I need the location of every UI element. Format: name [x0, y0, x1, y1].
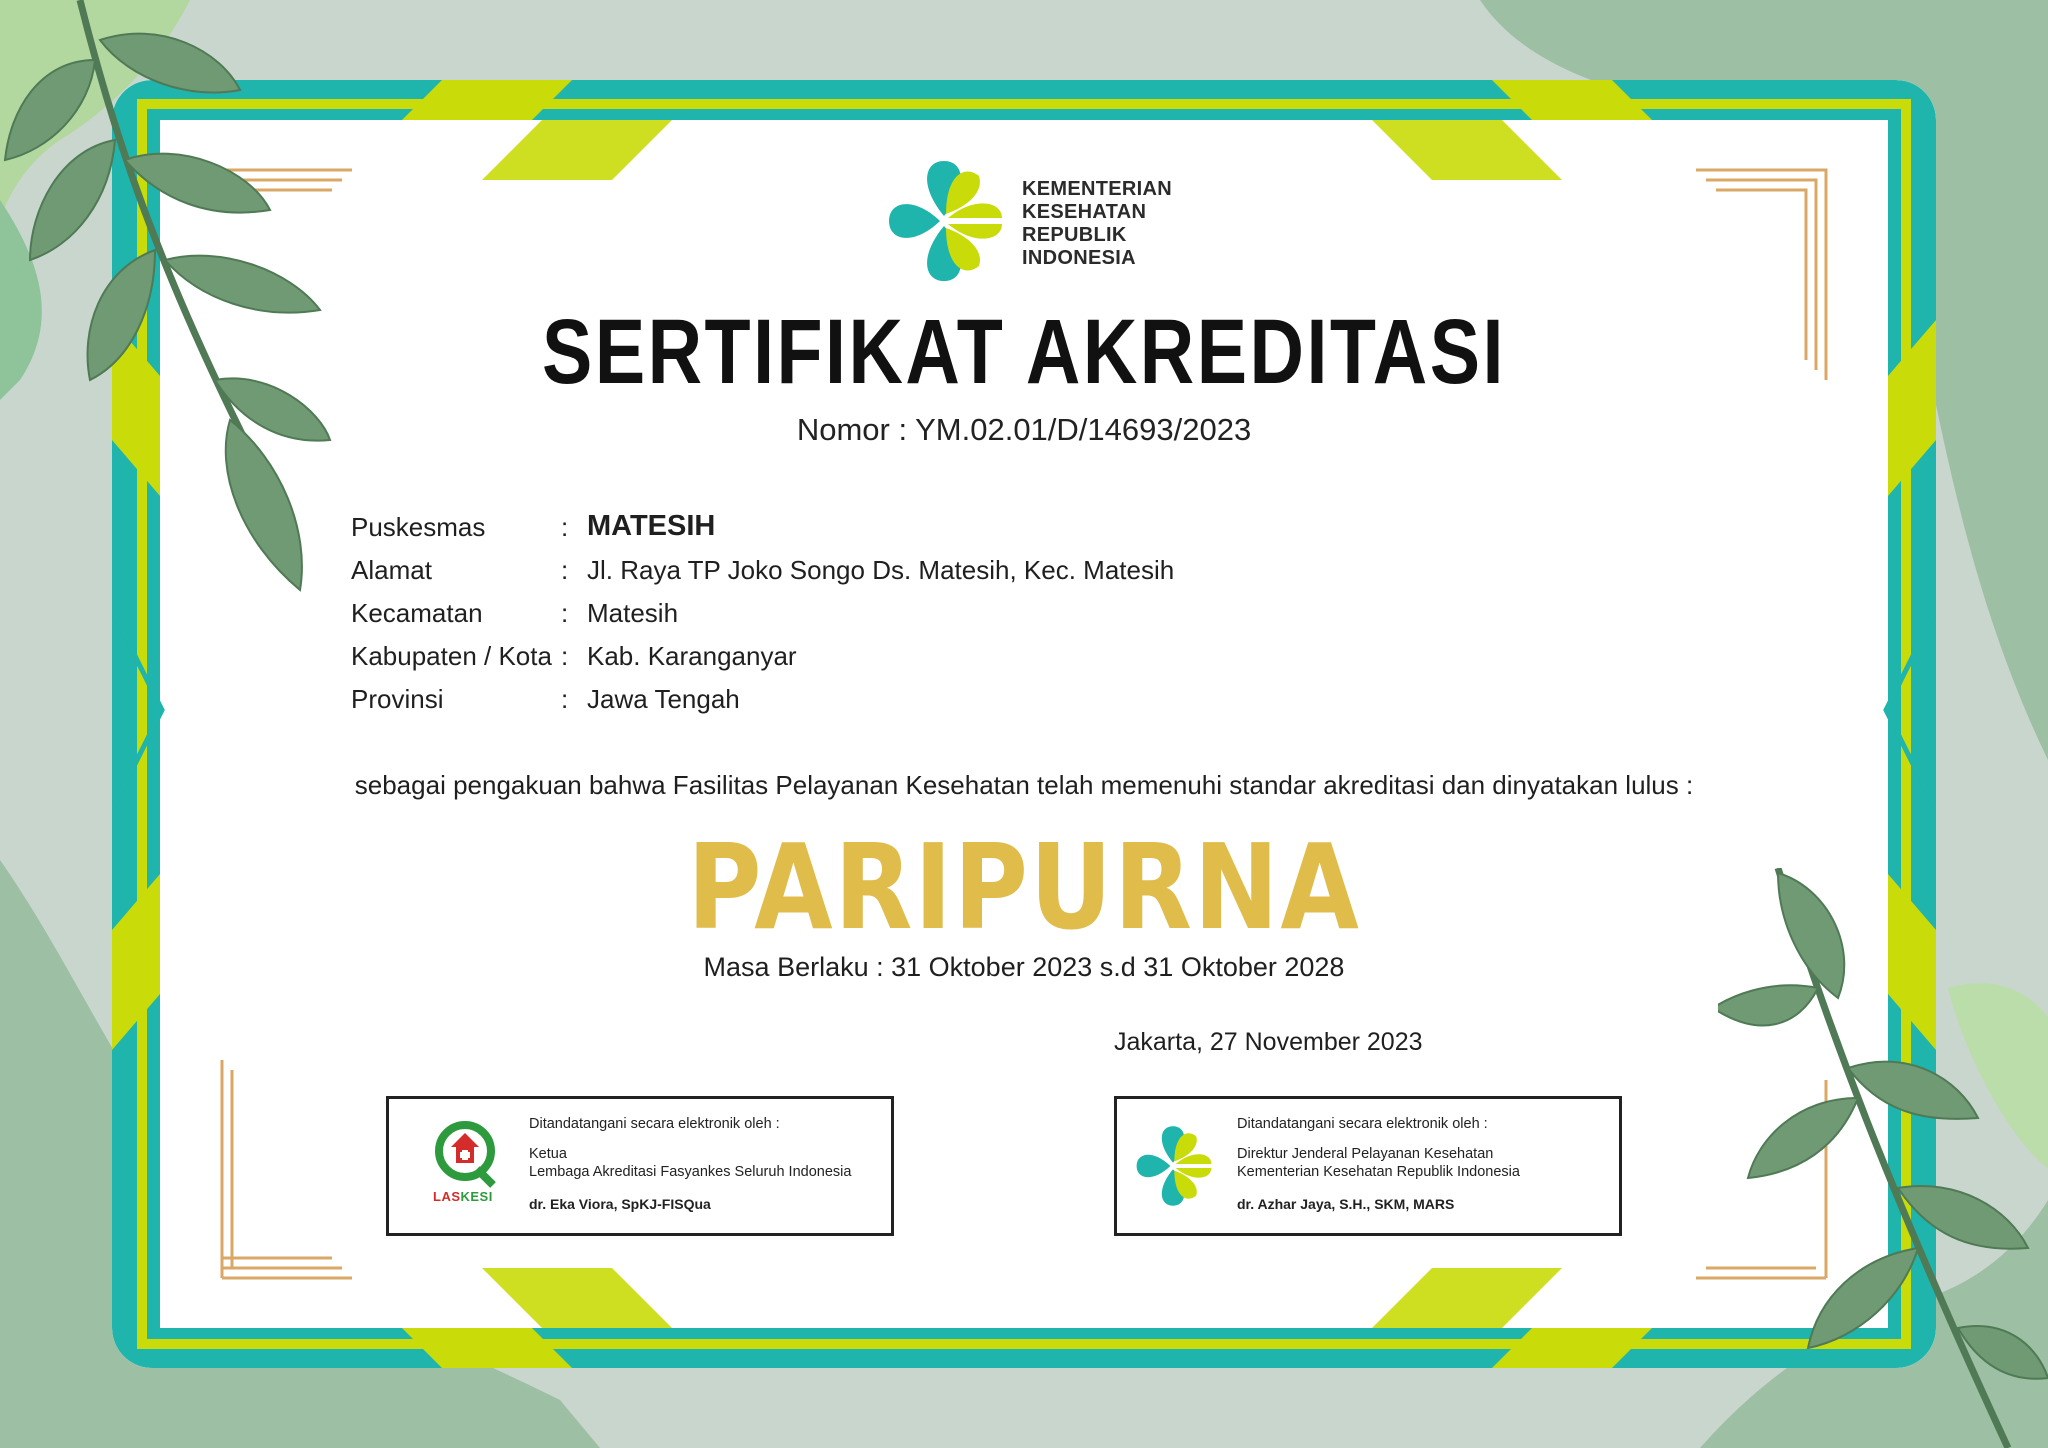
info-colon: :	[561, 641, 569, 671]
signature-text	[1237, 1115, 1520, 1213]
place-date: Jakarta, 27 November 2023	[1114, 1028, 1423, 1056]
leaf-branch-top-left	[0, 0, 340, 600]
info-colon: :	[561, 684, 569, 714]
accreditation-result: PARIPURNA	[687, 818, 1361, 956]
kemenkes-flower-icon	[1133, 1123, 1213, 1209]
laskesi-logo-text	[433, 1189, 493, 1204]
signature-role: Direktur Jenderal Pelayanan Kesehatan	[1237, 1146, 1494, 1162]
ministry-name	[1022, 178, 1222, 270]
signature-role: Lembaga Akreditasi Fasyankes Seluruh Indonesia	[529, 1164, 852, 1180]
signature-role: Kementerian Kesehatan Republik Indonesia	[1237, 1164, 1520, 1180]
info-value: Kab. Karanganyar	[587, 641, 797, 671]
info-value: Matesih	[587, 598, 679, 628]
info-colon: :	[561, 598, 569, 628]
laskesi-kesi: KESI	[460, 1189, 493, 1204]
signature-role: Ketua	[529, 1146, 567, 1162]
signatory-name: dr. Eka Viora, SpKJ-FISQua	[529, 1196, 711, 1212]
signature-heading: Ditandatangani secara elektronik oleh :	[1237, 1116, 1488, 1132]
info-value: Jawa Tengah	[587, 684, 740, 714]
certificate-title: SERTIFIKAT AKREDITASI	[542, 301, 1506, 403]
info-label: Provinsi	[351, 684, 444, 714]
signature-heading: Ditandatangani secara elektronik oleh :	[529, 1116, 780, 1132]
signature-box-laskesi	[386, 1096, 894, 1236]
info-value: Jl. Raya TP Joko Songo Ds. Matesih, Kec. Matesih	[587, 555, 1175, 585]
info-label: Kabupaten / Kota	[351, 641, 552, 671]
info-label: Puskesmas	[351, 512, 486, 542]
laskesi-logo-icon	[429, 1119, 509, 1189]
info-value: MATESIH	[587, 510, 716, 542]
laskesi-las: LAS	[433, 1189, 461, 1204]
signatory-name: dr. Azhar Jaya, S.H., SKM, MARS	[1237, 1196, 1455, 1212]
info-colon: :	[561, 512, 569, 542]
kemenkes-flower-icon	[884, 156, 1004, 286]
ministry-name-line: INDONESIA	[1022, 247, 1136, 269]
signature-text	[529, 1115, 851, 1213]
accreditation-statement: sebagai pengakuan bahwa Fasilitas Pelayanan Kesehatan telah memenuhi standar akreditasi dan dinyatakan lulus :	[354, 770, 1694, 800]
info-label: Kecamatan	[351, 598, 483, 628]
ministry-name-line: KESEHATAN	[1022, 201, 1147, 223]
leaf-branch-bottom-right	[1718, 868, 2048, 1448]
info-colon: :	[561, 555, 569, 585]
info-label: Alamat	[351, 555, 432, 585]
ministry-name-line: KEMENTERIAN	[1022, 178, 1172, 200]
validity-period: Masa Berlaku : 31 Oktober 2023 s.d 31 Oktober 2028	[703, 952, 1345, 982]
signature-box-kemenkes	[1114, 1096, 1622, 1236]
ministry-name-line: REPUBLIK	[1022, 224, 1127, 246]
certificate-number: Nomor : YM.02.01/D/14693/2023	[796, 412, 1252, 447]
